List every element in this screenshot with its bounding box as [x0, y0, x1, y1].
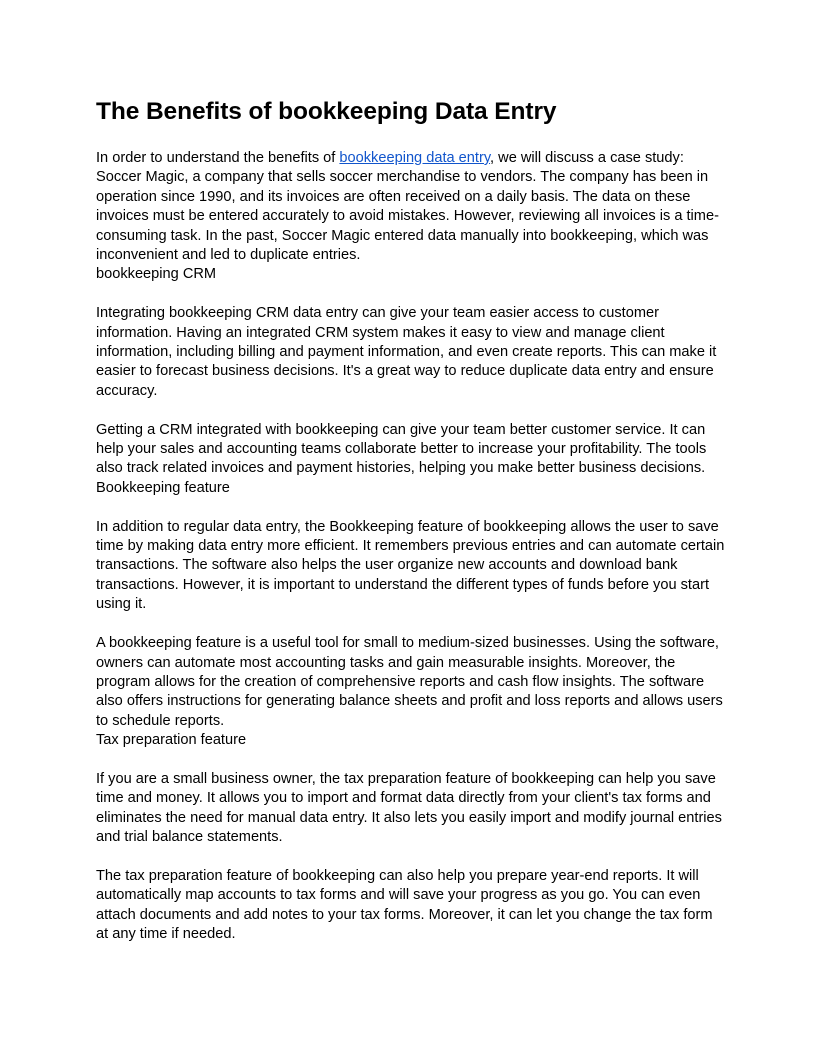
- crm-paragraph-2: Getting a CRM integrated with bookkeeping can give your team better customer service. It can help your sales and accounting teams collaborate better to increase your profitability. The tools also track related invoices and payment histories, helping you make better business decisions.: [96, 421, 707, 477]
- spacer: [96, 615, 726, 634]
- bookkeeping-feature-paragraph-2: A bookkeeping feature is a useful tool for small to medium-sized businesses. Using the software, owners can automate most accounting tasks and gain measurable insights. Moreover, the program allows for the creation of comprehensive reports and cash flow insights. The software also offers instructions for generating balance sheets and profit and loss reports and allows users to schedule reports.: [96, 635, 723, 729]
- intro-text-before-link: In order to understand the benefits of: [96, 150, 340, 166]
- intro-text-after-link: , we will discuss a case study: Soccer Magic, a company that sells soccer merchandise to vendors. The company has been in operation since 1990, and its invoices are often received on a daily basis. The data on these invoices must be entered accurately to avoid mistakes. However, reviewing all invoices is a time-consuming task. In the past, Soccer Magic entered data manually into bookkeeping, which was inconvenient and led to duplicate entries.: [96, 150, 719, 264]
- spacer: [96, 498, 726, 517]
- spacer: [96, 751, 726, 770]
- crm-paragraph-1: Integrating bookkeeping CRM data entry can give your team easier access to customer information. Having an integrated CRM system makes it easy to view and manage client information, including billing and payment information, and even create reports. This can make it easier to forecast business decisions. It's a great way to reduce duplicate data entry and ensure accuracy.: [96, 305, 717, 399]
- bookkeeping-data-entry-link[interactable]: bookkeeping data entry: [339, 150, 491, 166]
- intro-paragraph: [96, 149, 726, 265]
- section-heading-tax-preparation: Tax preparation feature: [96, 732, 247, 749]
- section-heading-crm: bookkeeping CRM: [96, 266, 217, 283]
- spacer: [96, 848, 726, 867]
- page-title: The Benefits of bookkeeping Data Entry: [96, 98, 557, 125]
- section-heading-bookkeeping-feature: Bookkeeping feature: [96, 479, 230, 496]
- tax-preparation-paragraph-1: If you are a small business owner, the tax preparation feature of bookkeeping can help you save time and money. It allows you to import and format data directly from your client's tax forms and eliminates the need for manual data entry. It also lets you easily import and modify journal entries and trial balance statements.: [96, 770, 722, 846]
- document-page: [96, 96, 726, 945]
- bookkeeping-feature-paragraph-1: In addition to regular data entry, the Bookkeeping feature of bookkeeping allows the user to save time by making data entry more efficient. It remembers previous entries and can automate certain transactions. The software also helps the user organize new accounts and download bank transactions. However, it is important to understand the different types of funds before you start using it.: [96, 518, 725, 613]
- tax-preparation-paragraph-2: The tax preparation feature of bookkeeping can also help you prepare year-end reports. It will automatically map accounts to tax forms and will save your progress as you go. You can even attach documents and add notes to your tax forms. Moreover, it can let you change the tax form at any time if needed.: [96, 867, 713, 943]
- spacer: [96, 285, 726, 304]
- spacer: [96, 401, 726, 420]
